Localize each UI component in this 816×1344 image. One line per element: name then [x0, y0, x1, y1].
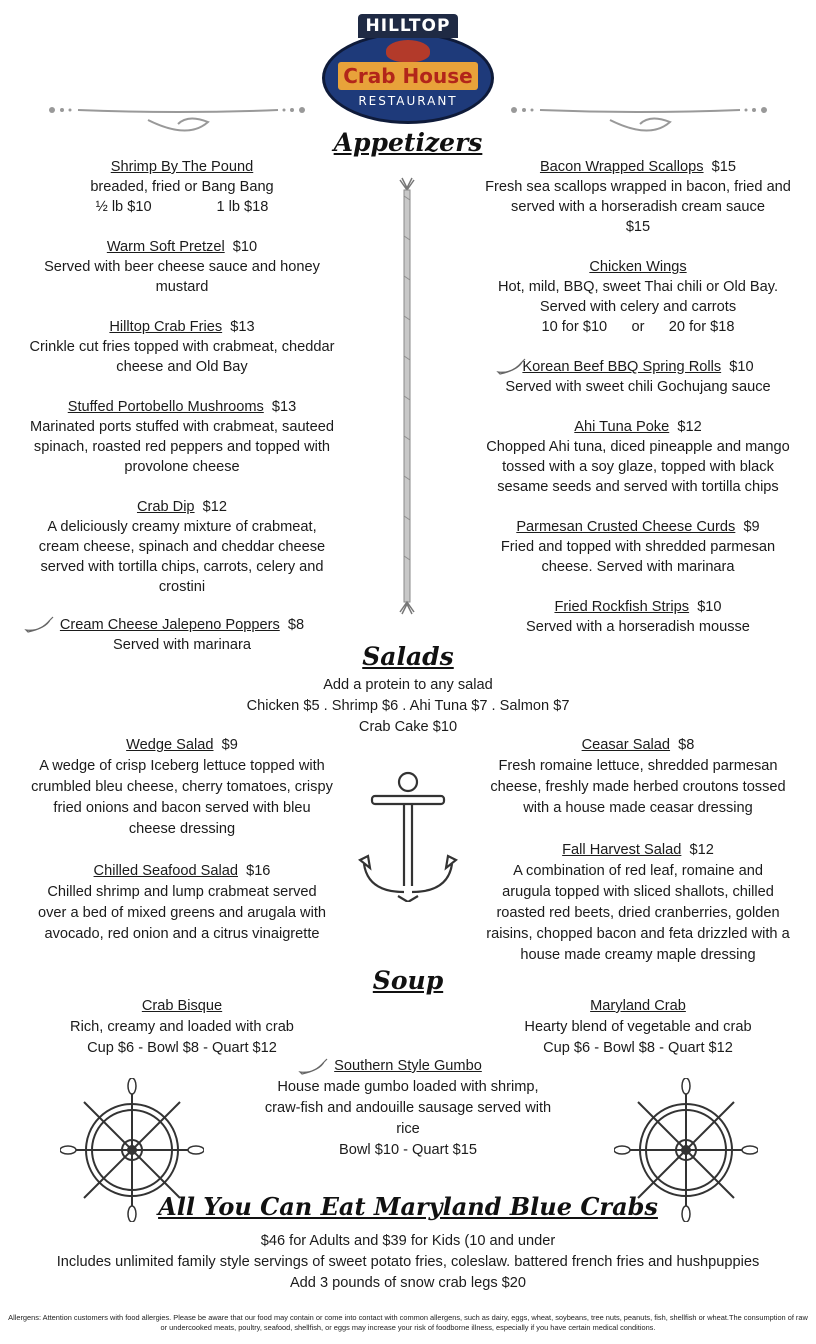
item-name: Southern Style Gumbo	[334, 1058, 482, 1074]
ship-wheel-right-icon	[614, 1078, 758, 1222]
item-price: $8	[287, 617, 305, 633]
item-desc: A combination of red leaf, romaine and	[513, 863, 763, 879]
item-desc: A deliciously creamy mixture of crabmeat,	[47, 519, 317, 535]
item-desc: Fresh sea scallops wrapped in bacon, fried and	[485, 179, 791, 195]
item-name: Crab Bisque	[141, 998, 223, 1014]
aye-line: Includes unlimited family style servings of sweet potato fries, coleslaw. battered french fries and hushpuppies	[56, 1254, 760, 1270]
item-desc: Cup $6 - Bowl $8 - Quart $12	[87, 1040, 277, 1056]
item-desc: cheese. Served with marinara	[541, 559, 735, 575]
item-price: $10	[729, 359, 754, 375]
item-desc: spinach, roasted red peppers and topped with	[33, 439, 331, 455]
item-desc: Served with sweet chili Gochujang sauce	[505, 379, 771, 395]
item-desc: mustard	[155, 279, 209, 295]
menu-item	[20, 735, 344, 840]
item-desc: rice	[396, 1121, 420, 1137]
item-price: $9	[221, 737, 238, 753]
item-price: $9	[743, 519, 760, 535]
menu-item	[20, 861, 344, 945]
item-desc: Fresh romaine lettuce, shredded parmesan	[498, 758, 778, 774]
item-desc: sesame seeds and served with tortilla chips	[497, 479, 779, 495]
menu-item	[20, 497, 344, 597]
item-name: Fall Harvest Salad	[562, 842, 682, 858]
item-desc: fried onions and bacon served with bleu	[53, 800, 311, 816]
flourish-left-icon	[48, 100, 308, 140]
item-desc: Rich, creamy and loaded with crab	[70, 1019, 294, 1035]
item-desc: over a bed of mixed greens and arugala with	[38, 905, 326, 921]
item-name: Chicken Wings	[589, 259, 687, 275]
item-desc: with a house made ceasar dressing	[523, 800, 753, 816]
item-name: Stuffed Portobello Mushrooms	[67, 399, 264, 415]
item-desc: avocado, red onion and a citrus vinaigrette	[44, 926, 320, 942]
logo-main-text: Crab House	[338, 62, 478, 90]
item-desc: Hearty blend of vegetable and crab	[524, 1019, 752, 1035]
ship-wheel-left-icon	[60, 1078, 204, 1222]
item-name: Bacon Wrapped Scallops	[539, 159, 704, 175]
menu-item	[476, 840, 800, 966]
protein-line: Chicken $5 . Shrimp $6 . Ahi Tuna $7 . Salmon $7	[246, 698, 570, 714]
menu-item	[20, 157, 344, 217]
protein-line: Crab Cake $10	[358, 719, 458, 735]
item-desc: cheese and Old Bay	[116, 359, 248, 375]
protein-line: Add a protein to any salad	[323, 677, 493, 693]
item-desc: provolone cheese	[124, 459, 240, 475]
anchor-icon	[358, 768, 458, 902]
item-desc: crostini	[158, 579, 206, 595]
allergen-disclaimer: Allergens: Attention customers with food allergies. Please be aware that our food may contain or come into contact with common allergens, such as dairy, eggs, wheat, soybeans, tree nuts, peanuts, fish, shellfish or wheat.The consumption of raw or undercooked meats, poultry, seafood, shellfish, or eggs may increase your risk of foodborne illness, especially if you have certain medical conditions.	[8, 1313, 808, 1332]
rope-divider-icon	[398, 176, 416, 616]
menu-item	[20, 996, 344, 1059]
item-price: $12	[677, 419, 702, 435]
item-price: $13	[271, 399, 297, 415]
restaurant-logo	[322, 14, 494, 126]
item-name: Parmesan Crusted Cheese Curds	[516, 519, 736, 535]
item-desc: A wedge of crisp Iceberg lettuce topped with	[39, 758, 325, 774]
aye-line: $46 for Adults and $39 for Kids (10 and under	[260, 1233, 556, 1249]
item-name: Crab Dip	[136, 499, 195, 515]
item-desc: tossed with a soy glaze, topped with black	[502, 459, 774, 475]
item-name: Warm Soft Pretzel	[106, 239, 225, 255]
salad-protein-options	[158, 675, 658, 738]
menu-item	[476, 735, 800, 819]
item-desc: Fried and topped with shredded parmesan	[500, 539, 776, 555]
menu-item	[238, 1056, 578, 1161]
menu-item	[20, 615, 344, 655]
item-name: Shrimp By The Pound	[110, 159, 254, 175]
aye-line: Add 3 pounds of snow crab legs $20	[289, 1275, 527, 1291]
item-desc: cheese dressing	[128, 821, 236, 837]
item-desc: arugula topped with sliced shallots, chilled	[502, 884, 774, 900]
menu-item	[20, 237, 344, 297]
item-desc: Served with celery and carrots	[539, 299, 737, 315]
item-price: $8	[678, 737, 695, 753]
item-desc: Chopped Ahi tuna, diced pineapple and mango	[486, 439, 790, 455]
menu-item	[476, 417, 800, 497]
item-desc: ½ lb $10 1 lb $18	[95, 199, 269, 215]
item-desc: served with tortilla chips, carrots, celery and	[40, 559, 324, 575]
item-desc: House made gumbo loaded with shrimp,	[277, 1079, 539, 1095]
menu-item	[476, 257, 800, 337]
menu-item	[476, 157, 800, 237]
item-desc: 10 for $10 or 20 for $18	[541, 319, 735, 335]
item-desc: Served with marinara	[113, 637, 251, 653]
salads-heading: Salads	[362, 642, 454, 671]
item-desc: Chilled shrimp and lump crabmeat served	[47, 884, 317, 900]
item-desc: Served with a horseradish mousse	[526, 619, 750, 635]
item-name: Maryland Crab	[590, 998, 686, 1014]
item-desc: breaded, fried or Bang Bang	[90, 179, 274, 195]
item-desc: Cup $6 - Bowl $8 - Quart $12	[543, 1040, 733, 1056]
item-desc: house made creamy maple dressing	[520, 947, 756, 963]
flourish-right-icon	[510, 100, 770, 140]
item-price: $15	[711, 159, 737, 175]
item-desc: Hot, mild, BBQ, sweet Thai chili or Old Bay.	[497, 279, 779, 295]
all-you-can-eat-details	[10, 1231, 806, 1294]
soup-heading: Soup	[372, 966, 444, 995]
menu-item	[20, 397, 344, 477]
menu-item	[476, 357, 800, 397]
item-price: $13	[230, 319, 255, 335]
logo-sub-text: RESTAURANT	[358, 94, 458, 108]
menu-item	[476, 996, 800, 1059]
item-desc: crumbled bleu cheese, cherry tomatoes, crispy	[31, 779, 333, 795]
item-desc: Bowl $10 - Quart $15	[339, 1142, 477, 1158]
menu-item	[20, 317, 344, 377]
item-price: $12	[202, 499, 228, 515]
item-name: Cream Cheese Jalepeno Poppers	[59, 617, 280, 633]
appetizers-heading: Appetizers	[333, 128, 483, 157]
item-desc: craw-fish and andouille sausage served with	[264, 1100, 552, 1116]
all-you-can-eat-heading: All You Can Eat Maryland Blue Crabs	[158, 1192, 658, 1221]
item-desc: served with a horseradish cream sauce	[511, 199, 765, 215]
crab-icon	[386, 40, 430, 62]
item-price: $10	[232, 239, 258, 255]
item-desc: raisins, chopped bacon and feta drizzled with a	[486, 926, 790, 942]
item-name: Ahi Tuna Poke	[574, 419, 670, 435]
item-name: Wedge Salad	[126, 737, 214, 753]
item-name: Chilled Seafood Salad	[93, 863, 238, 879]
item-name: Korean Beef BBQ Spring Rolls	[522, 359, 722, 375]
item-desc: Served with beer cheese sauce and honey	[44, 259, 320, 275]
item-desc: $15	[625, 219, 651, 235]
item-desc: roasted red beets, dried cranberries, golden	[496, 905, 780, 921]
item-desc: cheese, freshly made herbed croutons tossed	[490, 779, 786, 795]
item-price: $12	[689, 842, 714, 858]
item-desc: Marinated ports stuffed with crabmeat, sauteed	[30, 419, 334, 435]
item-desc: Crinkle cut fries topped with crabmeat, cheddar	[29, 339, 335, 355]
menu-item	[476, 597, 800, 637]
item-desc: cream cheese, spinach and cheddar cheese	[38, 539, 326, 555]
item-name: Hilltop Crab Fries	[109, 319, 223, 335]
item-name: Ceasar Salad	[581, 737, 671, 753]
item-price: $16	[246, 863, 271, 879]
item-price: $10	[697, 599, 722, 615]
menu-item	[476, 517, 800, 577]
logo-top-text: HILLTOP	[358, 14, 458, 38]
item-name: Fried Rockfish Strips	[554, 599, 690, 615]
